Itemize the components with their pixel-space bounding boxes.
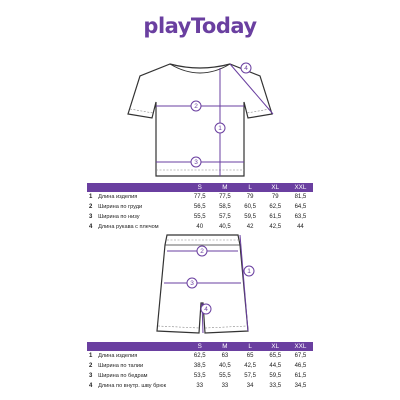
table-row <box>87 361 313 371</box>
table-row <box>87 212 313 222</box>
size-value: 44 <box>297 224 304 230</box>
size-header: S <box>187 183 212 192</box>
shorts-sketch <box>140 231 265 337</box>
size-value: 40 <box>196 224 204 230</box>
size-value: 60,5 <box>244 204 256 210</box>
shorts-table-header <box>87 342 313 351</box>
shorts-marker-3-label: 3 <box>190 280 194 288</box>
size-value: 42,5 <box>269 224 282 230</box>
shorts-size-table <box>87 342 313 391</box>
size-value: 59,5 <box>244 214 256 220</box>
size-value: 65,5 <box>269 353 282 359</box>
size-header: XXL <box>288 342 313 351</box>
row-label: Длина по внутр. шву брюк <box>98 383 167 389</box>
size-value: 57,5 <box>219 214 231 220</box>
size-header: XL <box>263 183 288 192</box>
row-label: Длина изделия <box>98 194 138 200</box>
row-number: 4 <box>89 383 93 389</box>
table-row <box>87 202 313 212</box>
tshirt-marker-3-label: 3 <box>194 159 198 167</box>
size-value: 33,5 <box>269 383 282 389</box>
row-label: Ширина по талии <box>98 363 144 369</box>
size-value: 59,5 <box>269 373 282 379</box>
size-value: 77,5 <box>193 194 206 200</box>
size-value: 34,5 <box>294 383 307 389</box>
size-value: 40,5 <box>219 363 231 369</box>
size-value: 57,5 <box>244 373 256 379</box>
size-header: S <box>187 342 212 351</box>
table-row <box>87 351 313 361</box>
size-value: 42,5 <box>244 363 256 369</box>
tshirt-marker-4-label: 4 <box>244 65 248 73</box>
size-value: 34 <box>246 383 254 389</box>
row-label: Длина изделия <box>98 353 138 359</box>
row-number: 2 <box>89 204 93 210</box>
size-value: 65 <box>246 353 254 359</box>
table-row <box>87 381 313 391</box>
size-value: 46,5 <box>294 363 307 369</box>
shorts-figure <box>140 231 265 337</box>
tshirt-sketch <box>120 52 280 182</box>
size-value: 33 <box>196 383 204 389</box>
size-value: 62,5 <box>269 204 282 210</box>
size-value: 81,5 <box>294 194 307 200</box>
size-header: L <box>238 342 263 351</box>
size-value: 61,5 <box>269 214 282 220</box>
size-value: 56,5 <box>193 204 206 210</box>
tshirt-marker-1-label: 1 <box>218 125 222 133</box>
size-header: L <box>238 183 263 192</box>
size-value: 79 <box>246 194 254 200</box>
size-header: XXL <box>288 183 313 192</box>
size-value: 58,5 <box>219 204 231 210</box>
size-header: M <box>212 342 237 351</box>
brand-logo: playToday <box>143 14 257 38</box>
row-number: 2 <box>89 363 93 369</box>
tshirt-table-header <box>87 183 313 192</box>
row-label: Ширина по груди <box>98 204 143 210</box>
size-value: 33 <box>221 383 229 389</box>
size-value: 38,5 <box>193 363 206 369</box>
size-value: 61,5 <box>294 373 307 379</box>
shorts-marker-2-label: 2 <box>200 248 204 256</box>
size-value: 55,5 <box>219 373 231 379</box>
tshirt-figure <box>120 52 280 182</box>
size-value: 55,5 <box>193 214 206 220</box>
row-label: Длина рукава с плечом <box>98 224 159 230</box>
size-value: 63 <box>221 353 229 359</box>
tshirt-size-table <box>87 183 313 232</box>
size-header: M <box>212 183 237 192</box>
row-number: 3 <box>89 373 93 379</box>
tshirt-marker-2-label: 2 <box>194 103 198 111</box>
shorts-marker-1-label: 1 <box>247 268 251 276</box>
row-number: 4 <box>89 224 93 230</box>
row-number: 1 <box>89 353 93 359</box>
size-value: 42 <box>246 224 254 230</box>
row-label: Ширина по низу <box>98 214 140 220</box>
table-row <box>87 371 313 381</box>
row-number: 3 <box>89 214 93 220</box>
size-value: 79 <box>271 194 279 200</box>
size-value: 53,5 <box>193 373 206 379</box>
size-value: 62,5 <box>193 353 206 359</box>
size-value: 77,5 <box>219 194 231 200</box>
row-number: 1 <box>89 194 93 200</box>
size-value: 44,5 <box>269 363 282 369</box>
row-label: Ширина по бедрам <box>98 373 148 379</box>
shorts-marker-4-label: 4 <box>204 306 208 314</box>
size-value: 67,5 <box>294 353 307 359</box>
size-value: 63,5 <box>294 214 307 220</box>
size-value: 64,5 <box>294 204 307 210</box>
size-value: 40,5 <box>219 224 231 230</box>
size-header: XL <box>263 342 288 351</box>
table-row <box>87 192 313 202</box>
